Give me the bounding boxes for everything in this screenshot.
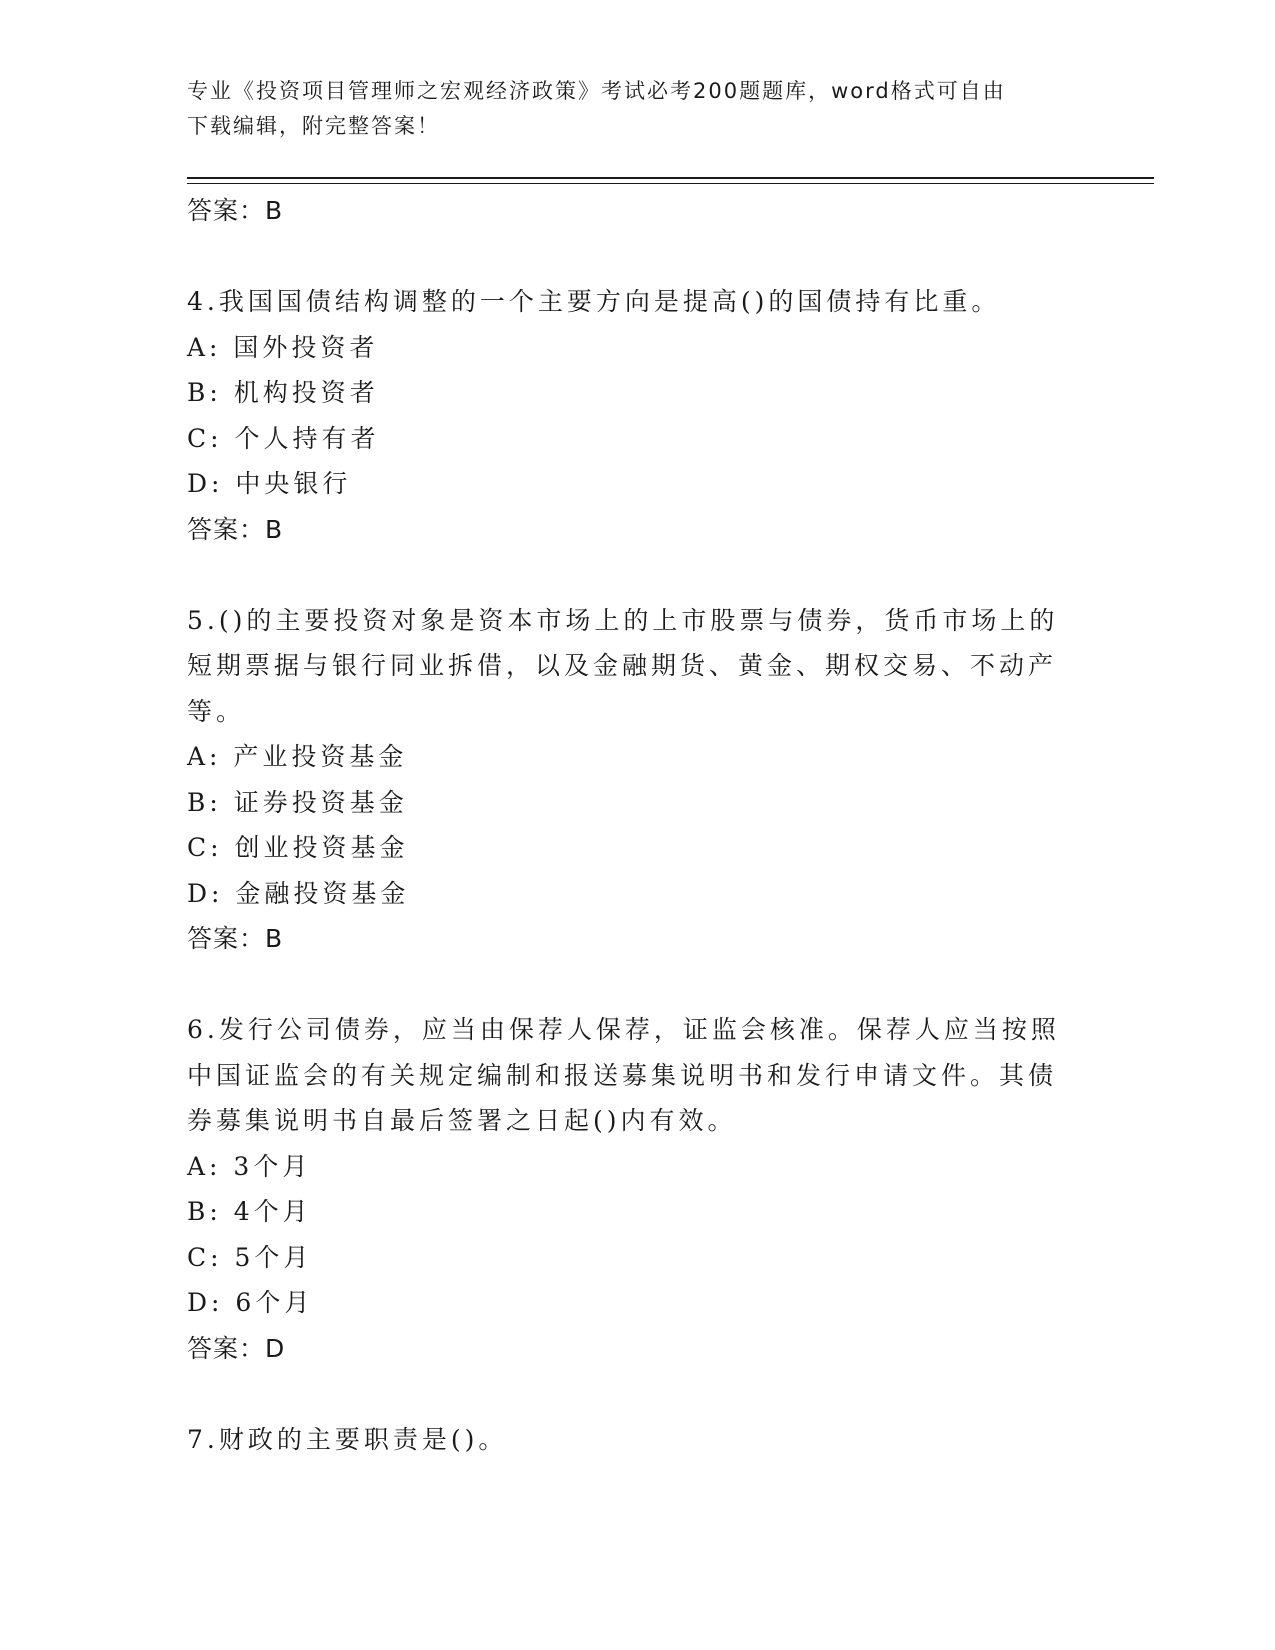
header-line-2: 下载编辑，附完整答案！ bbox=[187, 114, 440, 138]
option-a: A: 3个月 bbox=[187, 1151, 312, 1181]
answer-line: 答案：B bbox=[187, 196, 284, 225]
option-a: A: 国外投资者 bbox=[187, 332, 379, 362]
question-block bbox=[187, 1007, 1067, 1371]
option-b: B: 4个月 bbox=[187, 1197, 312, 1226]
spacer bbox=[187, 1371, 1067, 1417]
question-text: 5.()的主要投资对象是资本市场上的上市股票与债券，货币市场上的 bbox=[187, 605, 1059, 635]
question-text: 中国证监会的有关规定编制和报送募集说明书和发行申请文件。其债 bbox=[187, 1060, 1058, 1090]
header-divider-thick bbox=[187, 177, 1154, 179]
question-text: 券募集说明书自最后签署之日起()内有效。 bbox=[187, 1106, 737, 1135]
answer-line: 答案：D bbox=[187, 1333, 286, 1363]
question-block bbox=[187, 598, 1067, 962]
option-d: D: 6个月 bbox=[187, 1288, 314, 1317]
question-list bbox=[187, 188, 1067, 1462]
header-line-1: 专业《投资项目管理师之宏观经济政策》考试必考200题题库，word格式可自由 bbox=[187, 79, 1006, 103]
question-text: 等。 bbox=[187, 696, 246, 726]
option-c: C: 5个月 bbox=[187, 1242, 313, 1272]
option-b: B: 机构投资者 bbox=[187, 378, 379, 407]
question-text: 7.财政的主要职责是()。 bbox=[187, 1424, 508, 1454]
spacer bbox=[187, 552, 1067, 598]
spacer bbox=[187, 233, 1067, 279]
question-text: 短期票据与银行同业拆借，以及金融期货、黄金、期权交易、不动产 bbox=[187, 651, 1058, 680]
question-text: 4.我国国债结构调整的一个主要方向是提高()的国债持有比重。 bbox=[187, 287, 1001, 316]
question-block bbox=[187, 279, 1067, 552]
option-c: C: 个人持有者 bbox=[187, 423, 380, 453]
answer-line: 答案：B bbox=[187, 924, 284, 953]
question-text: 6.发行公司债券，应当由保荐人保荐，证监会核准。保荐人应当按照 bbox=[187, 1015, 1060, 1044]
option-d: D: 中央银行 bbox=[187, 469, 352, 498]
spacer bbox=[187, 961, 1067, 1007]
option-b: B: 证券投资基金 bbox=[187, 787, 408, 817]
header-divider-thin bbox=[187, 183, 1154, 184]
answer-line: 答案：B bbox=[187, 514, 284, 544]
option-a: A: 产业投资基金 bbox=[187, 742, 408, 771]
option-d: D: 金融投资基金 bbox=[187, 878, 410, 908]
document-header bbox=[187, 74, 1067, 144]
question-block bbox=[187, 1417, 1067, 1463]
option-c: C: 创业投资基金 bbox=[187, 833, 409, 862]
